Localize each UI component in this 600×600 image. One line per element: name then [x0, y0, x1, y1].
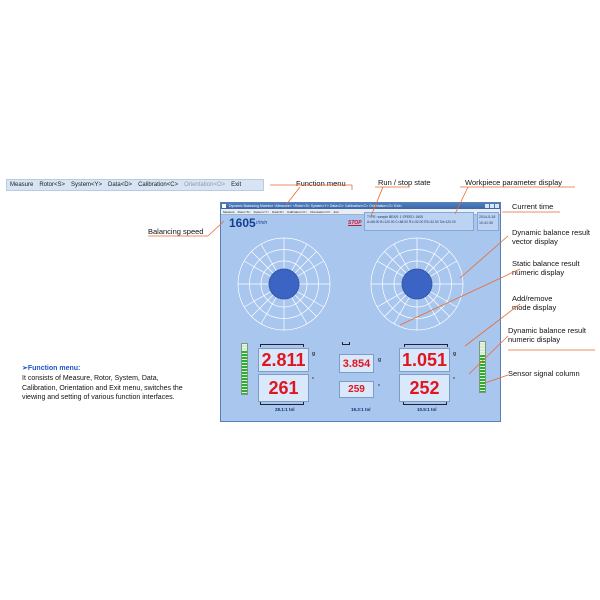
app-menu-rotor[interactable]: Rotor<S> — [237, 209, 251, 214]
signal-segment — [480, 343, 485, 345]
workpiece-params — [364, 212, 474, 231]
static-angle-display: 259 — [339, 381, 374, 398]
signal-segment — [480, 373, 485, 375]
left-amount-display: 2.811 — [258, 348, 309, 372]
signal-segment — [480, 361, 485, 363]
signal-segment — [480, 358, 485, 360]
signal-segment — [242, 357, 247, 359]
balancing-speed-value: 1605 — [229, 216, 256, 230]
signal-segment — [480, 379, 485, 381]
left-lower-indicator — [260, 402, 304, 405]
callout-static-numeric: Static balance result numeric display — [512, 259, 580, 278]
signal-segment — [480, 349, 485, 351]
signal-segment — [242, 378, 247, 380]
center-add-remove-indicator — [342, 342, 350, 345]
signal-segment — [242, 387, 247, 389]
app-menu-measure[interactable]: Measure — [223, 209, 235, 214]
callout-workpiece: Workpiece parameter display — [465, 178, 562, 187]
signal-segment — [242, 390, 247, 392]
close-icon[interactable] — [495, 204, 499, 208]
signal-segment — [242, 393, 247, 395]
signal-segment — [242, 351, 247, 353]
left-angle-display: 261 — [258, 374, 309, 402]
params-line-1: TYPE: sample BEAR: 1 SPEED: 1605 — [367, 215, 423, 219]
note-body: It consists of Measure, Rotor, System, Data, Calibration, Orientation and Exit menu, switches the viewing and setting of various function interfaces. — [22, 374, 183, 402]
signal-segment — [480, 364, 485, 366]
right-add-remove-indicator — [404, 344, 448, 347]
callout-dynamic-numeric: Dynamic balance result numeric display — [508, 326, 586, 345]
menu-rotor[interactable]: Rotor<S> — [39, 182, 66, 188]
callout-function-menu: Function menu — [296, 179, 346, 188]
signal-segment — [242, 375, 247, 377]
app-menu-orientation: Orientation<O> — [310, 209, 331, 214]
static-angle-unit: ° — [378, 384, 380, 390]
signal-segment — [242, 354, 247, 356]
left-tolerance: 28.1:1 tol — [275, 407, 295, 412]
app-menu-exit[interactable]: Exit — [333, 209, 339, 214]
speed-unit: r/min — [256, 220, 268, 226]
signal-segment — [242, 348, 247, 350]
menu-measure[interactable]: Measure — [10, 182, 34, 188]
static-amount-unit: g — [378, 357, 382, 363]
signal-segment — [480, 352, 485, 354]
app-menu-system[interactable]: System<Y> — [253, 209, 270, 214]
app-title: Dynamic Balancing Machine <Measure> <Rotor<S> System<Y> Data<D> Calibration<C> Orientation<O> Exit> — [229, 204, 402, 208]
balancing-app-window — [220, 202, 501, 422]
enlarged-menu-bar — [6, 179, 264, 191]
signal-segment — [480, 388, 485, 390]
callout-dynamic-vector: Dynamic balance result vector display — [512, 228, 590, 247]
signal-segment — [242, 369, 247, 371]
params-line-2: A=68.00 B=120.00 C=68.00 R1=32.00 R2=32.00 Tol=120.00 — [367, 219, 456, 224]
right-sensor-signal-column — [479, 341, 486, 393]
callout-current-time: Current time — [512, 202, 554, 211]
menu-data[interactable]: Data<D> — [108, 182, 133, 188]
signal-segment — [480, 382, 485, 384]
center-tolerance: 19.3:1 tol — [351, 407, 371, 412]
run-stop-state[interactable]: STOP — [348, 220, 362, 226]
left-sensor-signal-column — [241, 343, 248, 395]
callout-add-remove: Add/remove mode display — [512, 294, 557, 313]
left-amount-unit: g — [312, 351, 316, 357]
menu-system[interactable]: System<Y> — [71, 182, 103, 188]
signal-segment — [480, 355, 485, 357]
app-icon — [222, 204, 226, 208]
callout-balancing-speed: Balancing speed — [148, 227, 204, 236]
callout-run-stop: Run / stop state — [378, 178, 431, 187]
note-heading: ➢Function menu: — [22, 365, 81, 372]
menu-exit[interactable]: Exit — [231, 182, 242, 188]
right-lower-indicator — [403, 402, 447, 405]
static-amount-display: 3.854 — [339, 354, 374, 373]
signal-segment — [242, 372, 247, 374]
signal-segment — [242, 384, 247, 386]
current-time — [477, 212, 499, 231]
signal-segment — [242, 363, 247, 365]
signal-segment — [480, 367, 485, 369]
right-angle-display: 252 — [399, 374, 450, 402]
current-date-text: 2014-5-18 — [479, 215, 496, 219]
signal-segment — [242, 381, 247, 383]
signal-segment — [242, 366, 247, 368]
minimize-icon[interactable] — [485, 204, 489, 208]
signal-segment — [242, 360, 247, 362]
function-menu-note — [22, 364, 192, 403]
right-amount-display: 1.051 — [399, 348, 450, 372]
right-tolerance: 10.5:1 tol — [417, 407, 437, 412]
left-vector-dial — [236, 236, 332, 332]
left-angle-unit: ° — [312, 377, 314, 383]
signal-segment — [480, 385, 485, 387]
app-menu-calibration[interactable]: Calibration<C> — [287, 209, 308, 214]
signal-segment — [480, 376, 485, 378]
signal-segment — [480, 391, 485, 393]
signal-segment — [480, 346, 485, 348]
right-angle-unit: ° — [453, 377, 455, 383]
app-menu-data[interactable]: Data<D> — [272, 209, 285, 214]
menu-orientation: Orientation<O> — [184, 182, 226, 188]
app-titlebar — [221, 203, 500, 209]
current-time-text: 10:41:30 — [479, 220, 493, 225]
menu-calibration[interactable]: Calibration<C> — [138, 182, 179, 188]
right-amount-unit: g — [453, 351, 457, 357]
signal-segment — [480, 370, 485, 372]
callout-sensor-signal: Sensor signal column — [508, 369, 580, 378]
signal-segment — [242, 345, 247, 347]
right-vector-dial — [369, 236, 465, 332]
left-add-remove-indicator — [260, 344, 304, 347]
maximize-icon[interactable] — [490, 204, 494, 208]
